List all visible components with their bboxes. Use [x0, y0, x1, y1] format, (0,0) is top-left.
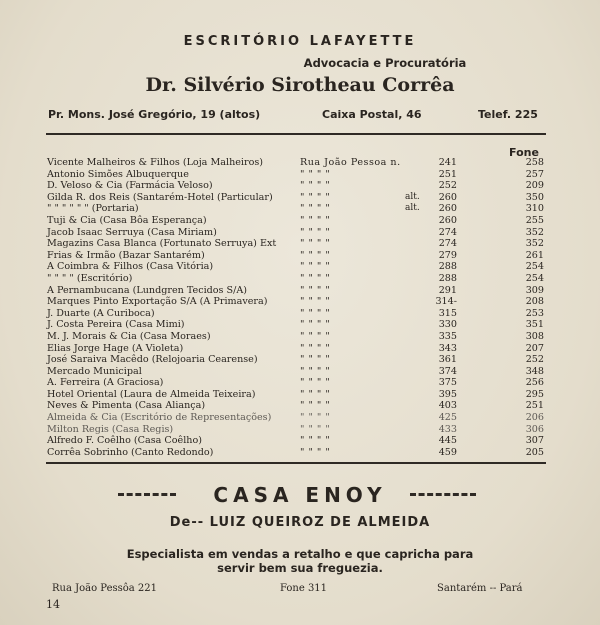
entry-number: 279 [438, 249, 457, 261]
entry-number: 260 [438, 203, 457, 215]
table-row [0, 435, 600, 447]
entry-street: " " " " [300, 249, 331, 261]
table-row [0, 250, 600, 262]
entry-name: Hotel Oriental (Laura de Almeida Teixeira) [47, 388, 256, 400]
entry-number: 251 [438, 168, 457, 180]
header-rule [46, 133, 546, 135]
fone-column-header: Fone [509, 146, 539, 159]
entry-alt: alt. [405, 203, 420, 214]
table-row [0, 400, 600, 412]
table-row [0, 447, 600, 459]
firm-subtitle: Advocacia e Procuratória [303, 56, 467, 70]
address-row [48, 108, 548, 124]
entry-fone: 258 [525, 157, 544, 168]
ad-footer [0, 583, 600, 597]
entry-name: " " " " " " (Portaria) [47, 203, 139, 215]
entry-name: M. J. Morais & Cia (Casa Moraes) [47, 330, 211, 342]
entry-name: Elias Jorge Hage (A Violeta) [47, 342, 184, 354]
table-row [0, 227, 600, 239]
entry-street: " " " " [300, 319, 331, 331]
entry-fone: 254 [525, 261, 544, 273]
entry-street: " " " " [300, 423, 331, 435]
entry-name: Marques Pinto Exportação S/A (A Primavera) [47, 296, 268, 308]
table-row [0, 285, 600, 297]
table-row [0, 169, 600, 181]
entry-street: " " " " [300, 226, 331, 238]
table-row [0, 412, 600, 424]
caixa-postal: Caixa Postal, 46 [322, 108, 422, 121]
entry-number: 425 [438, 412, 457, 424]
entry-number: 375 [438, 377, 457, 389]
entry-street: " " " " [300, 342, 331, 354]
entry-name: Vicente Malheiros & Filhos (Loja Malheiros) [47, 157, 264, 168]
entry-number: 330 [438, 319, 457, 331]
entry-fone: 256 [525, 377, 544, 389]
entry-name: Milton Regis (Casa Regis) [47, 423, 174, 435]
entry-street: " " " " [300, 446, 331, 458]
entry-street: " " " " [300, 261, 331, 273]
entry-number: 252 [438, 180, 457, 192]
table-row [0, 331, 600, 343]
entry-fone: 351 [525, 319, 544, 331]
entry-fone: 307 [525, 435, 544, 447]
entry-number: 335 [438, 330, 457, 342]
ad-slogan [90, 547, 510, 575]
entry-street: " " " " [300, 435, 331, 447]
entry-name: Jacob Isaac Serruya (Casa Miriam) [47, 226, 217, 238]
entry-number: 288 [438, 261, 457, 273]
entry-name: J. Costa Pereira (Casa Mimi) [47, 319, 185, 331]
entry-fone: 206 [525, 412, 544, 424]
table-row [0, 180, 600, 192]
entry-alt: alt. [405, 191, 420, 202]
entry-fone: 257 [525, 168, 544, 180]
entry-fone: 254 [525, 272, 544, 284]
table-row [0, 203, 600, 215]
ad-fone: Fone 311 [280, 583, 328, 594]
entry-street: " " " " [300, 168, 331, 180]
table-row [0, 273, 600, 285]
lawyer-name: Dr. Silvério Sirotheau Corrêa [145, 74, 455, 96]
entry-street: " " " " [300, 180, 331, 192]
entry-number: 315 [438, 307, 457, 319]
table-row [0, 354, 600, 366]
entry-number: 274 [438, 238, 457, 250]
entry-number: 314- [435, 296, 457, 308]
entry-street: " " " " [300, 272, 331, 284]
entry-number: 403 [438, 400, 457, 412]
entry-fone: 310 [525, 203, 544, 215]
entry-fone: 209 [525, 180, 544, 192]
entry-name: Alfredo F. Coêlho (Casa Coêlho) [47, 435, 202, 447]
entry-fone: 348 [525, 365, 544, 377]
entry-number: 260 [438, 191, 457, 203]
ad-slogan-line2: servir bem sua freguezia. [217, 561, 383, 575]
entry-fone: 205 [525, 446, 544, 458]
entry-fone: 252 [525, 354, 544, 366]
entry-street: " " " " [300, 203, 331, 215]
page-number: 14 [46, 598, 60, 611]
entry-fone: 253 [525, 307, 544, 319]
address-text: Pr. Mons. José Gregório, 19 (altos) [48, 108, 261, 121]
entry-street: " " " " [300, 365, 331, 377]
entry-name: Almeida & Cia (Escritório de Representações) [47, 412, 272, 424]
entry-number: 433 [438, 423, 457, 435]
entry-fone: 255 [525, 214, 544, 226]
ad-street: Rua João Pessôa 221 [52, 583, 158, 594]
table-row [0, 238, 600, 250]
entry-number: 288 [438, 272, 457, 284]
entry-fone: 261 [525, 249, 544, 261]
table-row [0, 377, 600, 389]
entry-fone: 350 [525, 191, 544, 203]
entry-number: 274 [438, 226, 457, 238]
entry-fone: 352 [525, 238, 544, 250]
entry-street: " " " " [300, 330, 331, 342]
table-row [0, 424, 600, 436]
entry-fone: 295 [525, 388, 544, 400]
entry-fone: 309 [525, 284, 544, 296]
ad-owner: De-- LUIZ QUEIROZ DE ALMEIDA [169, 515, 431, 530]
table-row [0, 319, 600, 331]
table-row [0, 343, 600, 355]
entry-number: 445 [438, 435, 457, 447]
entry-name: " " " " (Escritório) [47, 272, 133, 284]
entry-fone: 251 [525, 400, 544, 412]
ad-city: Santarém -- Pará [437, 583, 523, 594]
table-row [0, 296, 600, 308]
entry-street: " " " " [300, 354, 331, 366]
entry-fone: 308 [525, 330, 544, 342]
entry-name: A. Ferreira (A Graciosa) [47, 377, 164, 389]
entry-street: " " " " [300, 238, 331, 250]
ad-title: CASA ENOY [213, 483, 387, 507]
entry-street: " " " " [300, 284, 331, 296]
firm-title: ESCRITÓRIO LAFAYETTE [183, 34, 417, 49]
table-row [0, 389, 600, 401]
entry-street: " " " " [300, 400, 331, 412]
entry-street: " " " " [300, 191, 331, 203]
entry-number: 395 [438, 388, 457, 400]
entry-fone: 306 [525, 423, 544, 435]
entry-name: Antonio Simões Albuquerque [47, 168, 189, 180]
entry-name: Frias & Irmão (Bazar Santarém) [47, 249, 205, 261]
entry-number: 361 [438, 354, 457, 366]
directory-table [0, 157, 600, 458]
table-row [0, 308, 600, 320]
table-row [0, 157, 600, 169]
ad-slogan-line1: Especialista em vendas a retalho e que capricha para [126, 547, 474, 561]
entry-street: " " " " [300, 388, 331, 400]
entry-name: J. Duarte (A Curiboca) [47, 307, 155, 319]
entry-number: 374 [438, 365, 457, 377]
entry-street: " " " " [300, 296, 331, 308]
table-row [0, 215, 600, 227]
entry-fone: 208 [525, 296, 544, 308]
entry-name: Magazins Casa Blanca (Fortunato Serruya) Ext [47, 238, 277, 250]
entry-name: Tuji & Cia (Casa Bôa Esperança) [47, 214, 207, 226]
entry-number: 260 [438, 214, 457, 226]
entry-name: Gilda R. dos Reis (Santarém-Hotel (Particular) [47, 191, 273, 203]
entry-number: 343 [438, 342, 457, 354]
entry-street: Rua João Pessoa n. [300, 157, 401, 168]
entry-fone: 207 [525, 342, 544, 354]
entry-street: " " " " [300, 377, 331, 389]
entry-fone: 352 [525, 226, 544, 238]
entry-name: José Saraiva Macêdo (Relojoaria Cearense) [47, 354, 258, 366]
entry-street: " " " " [300, 307, 331, 319]
entry-name: A Coimbra & Filhos (Casa Vitória) [47, 261, 214, 273]
entry-name: Mercado Municipal [47, 365, 142, 377]
entry-number: 241 [438, 157, 457, 168]
entry-name: Neves & Pimenta (Casa Aliança) [47, 400, 206, 412]
entry-street: " " " " [300, 214, 331, 226]
entry-name: Corrêa Sobrinho (Canto Redondo) [47, 446, 214, 458]
table-row [0, 366, 600, 378]
telephone: Telef. 225 [478, 108, 538, 121]
table-row [0, 261, 600, 273]
entry-street: " " " " [300, 412, 331, 424]
entry-name: D. Veloso & Cia (Farmácia Veloso) [47, 180, 213, 192]
entry-name: A Pernambucana (Lundgren Tecidos S/A) [47, 284, 248, 296]
table-row [0, 192, 600, 204]
entry-number: 459 [438, 446, 457, 458]
entry-number: 291 [438, 284, 457, 296]
table-bottom-rule [46, 462, 546, 464]
